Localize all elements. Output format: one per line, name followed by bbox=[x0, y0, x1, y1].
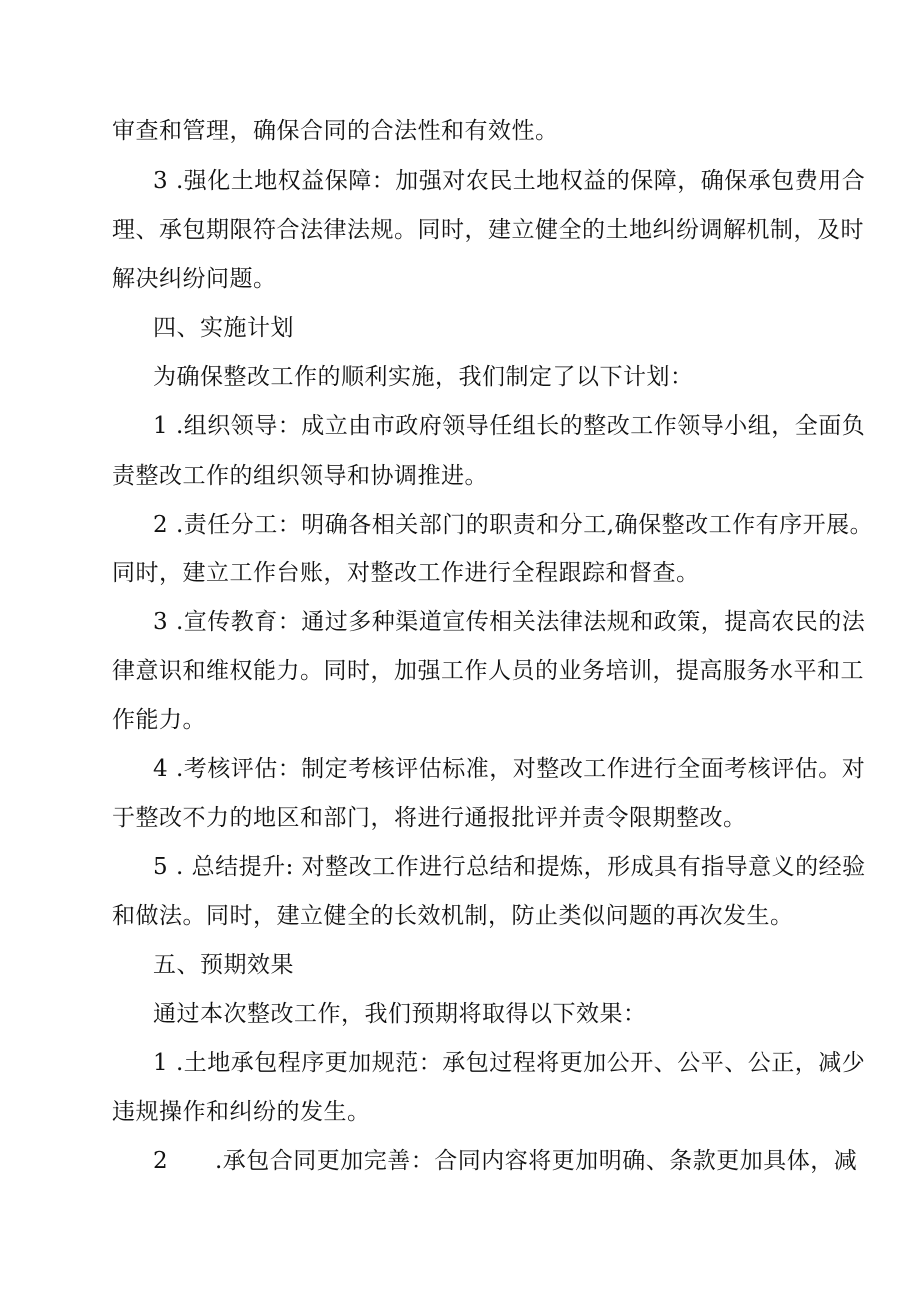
text-line: 责整改工作的组织领导和协调推进。 bbox=[112, 463, 488, 489]
text-line: 2 .责任分工：明确各相关部门的职责和分工,确保整改工作有序开展。 bbox=[153, 512, 874, 538]
text-line: 2 .承包合同更加完善：合同内容将更加明确、条款更加具体，减 bbox=[153, 1148, 858, 1174]
section-heading: 四、实施计划 bbox=[153, 315, 294, 341]
text-line: 1 .组织领导：成立由市政府领导任组长的整改工作领导小组，全面负 bbox=[153, 413, 866, 439]
text-line: 3 .强化土地权益保障：加强对农民土地权益的保障，确保承包费用合 bbox=[153, 168, 866, 194]
section-heading: 五、预期效果 bbox=[153, 952, 294, 978]
text-line: 审查和管理，确保合同的合法性和有效性。 bbox=[112, 118, 559, 144]
text-line: 律意识和维权能力。同时，加强工作人员的业务培训，提高服务水平和工 bbox=[112, 658, 864, 684]
text-line: 同时，建立工作台账，对整改工作进行全程跟踪和督查。 bbox=[112, 560, 700, 586]
text-line: 和做法。同时，建立健全的长效机制，防止类似问题的再次发生。 bbox=[112, 903, 794, 929]
text-line: 5 . 总结提升: 对整改工作进行总结和提炼，形成具有指导意义的经验 bbox=[153, 854, 866, 880]
text-line: 通过本次整改工作，我们预期将取得以下效果： bbox=[153, 1001, 647, 1027]
text-line: 作能力。 bbox=[112, 707, 206, 733]
text-line: 解决纠纷问题。 bbox=[112, 266, 277, 292]
text-line: 为确保整改工作的顺利实施，我们制定了以下计划： bbox=[153, 364, 694, 390]
text-line: 理、承包期限符合法律法规。同时，建立健全的土地纠纷调解机制，及时 bbox=[112, 217, 864, 243]
text-line: 1 .土地承包程序更加规范：承包过程将更加公开、公平、公正，减少 bbox=[153, 1050, 866, 1076]
text-line: 4 .考核评估：制定考核评估标准，对整改工作进行全面考核评估。对 bbox=[153, 756, 866, 782]
text-line: 3 .宣传教育：通过多种渠道宣传相关法律法规和政策，提高农民的法 bbox=[153, 609, 866, 635]
text-line: 于整改不力的地区和部门，将进行通报批评并责令限期整改。 bbox=[112, 805, 747, 831]
text-line: 违规操作和纠纷的发生。 bbox=[112, 1099, 371, 1125]
